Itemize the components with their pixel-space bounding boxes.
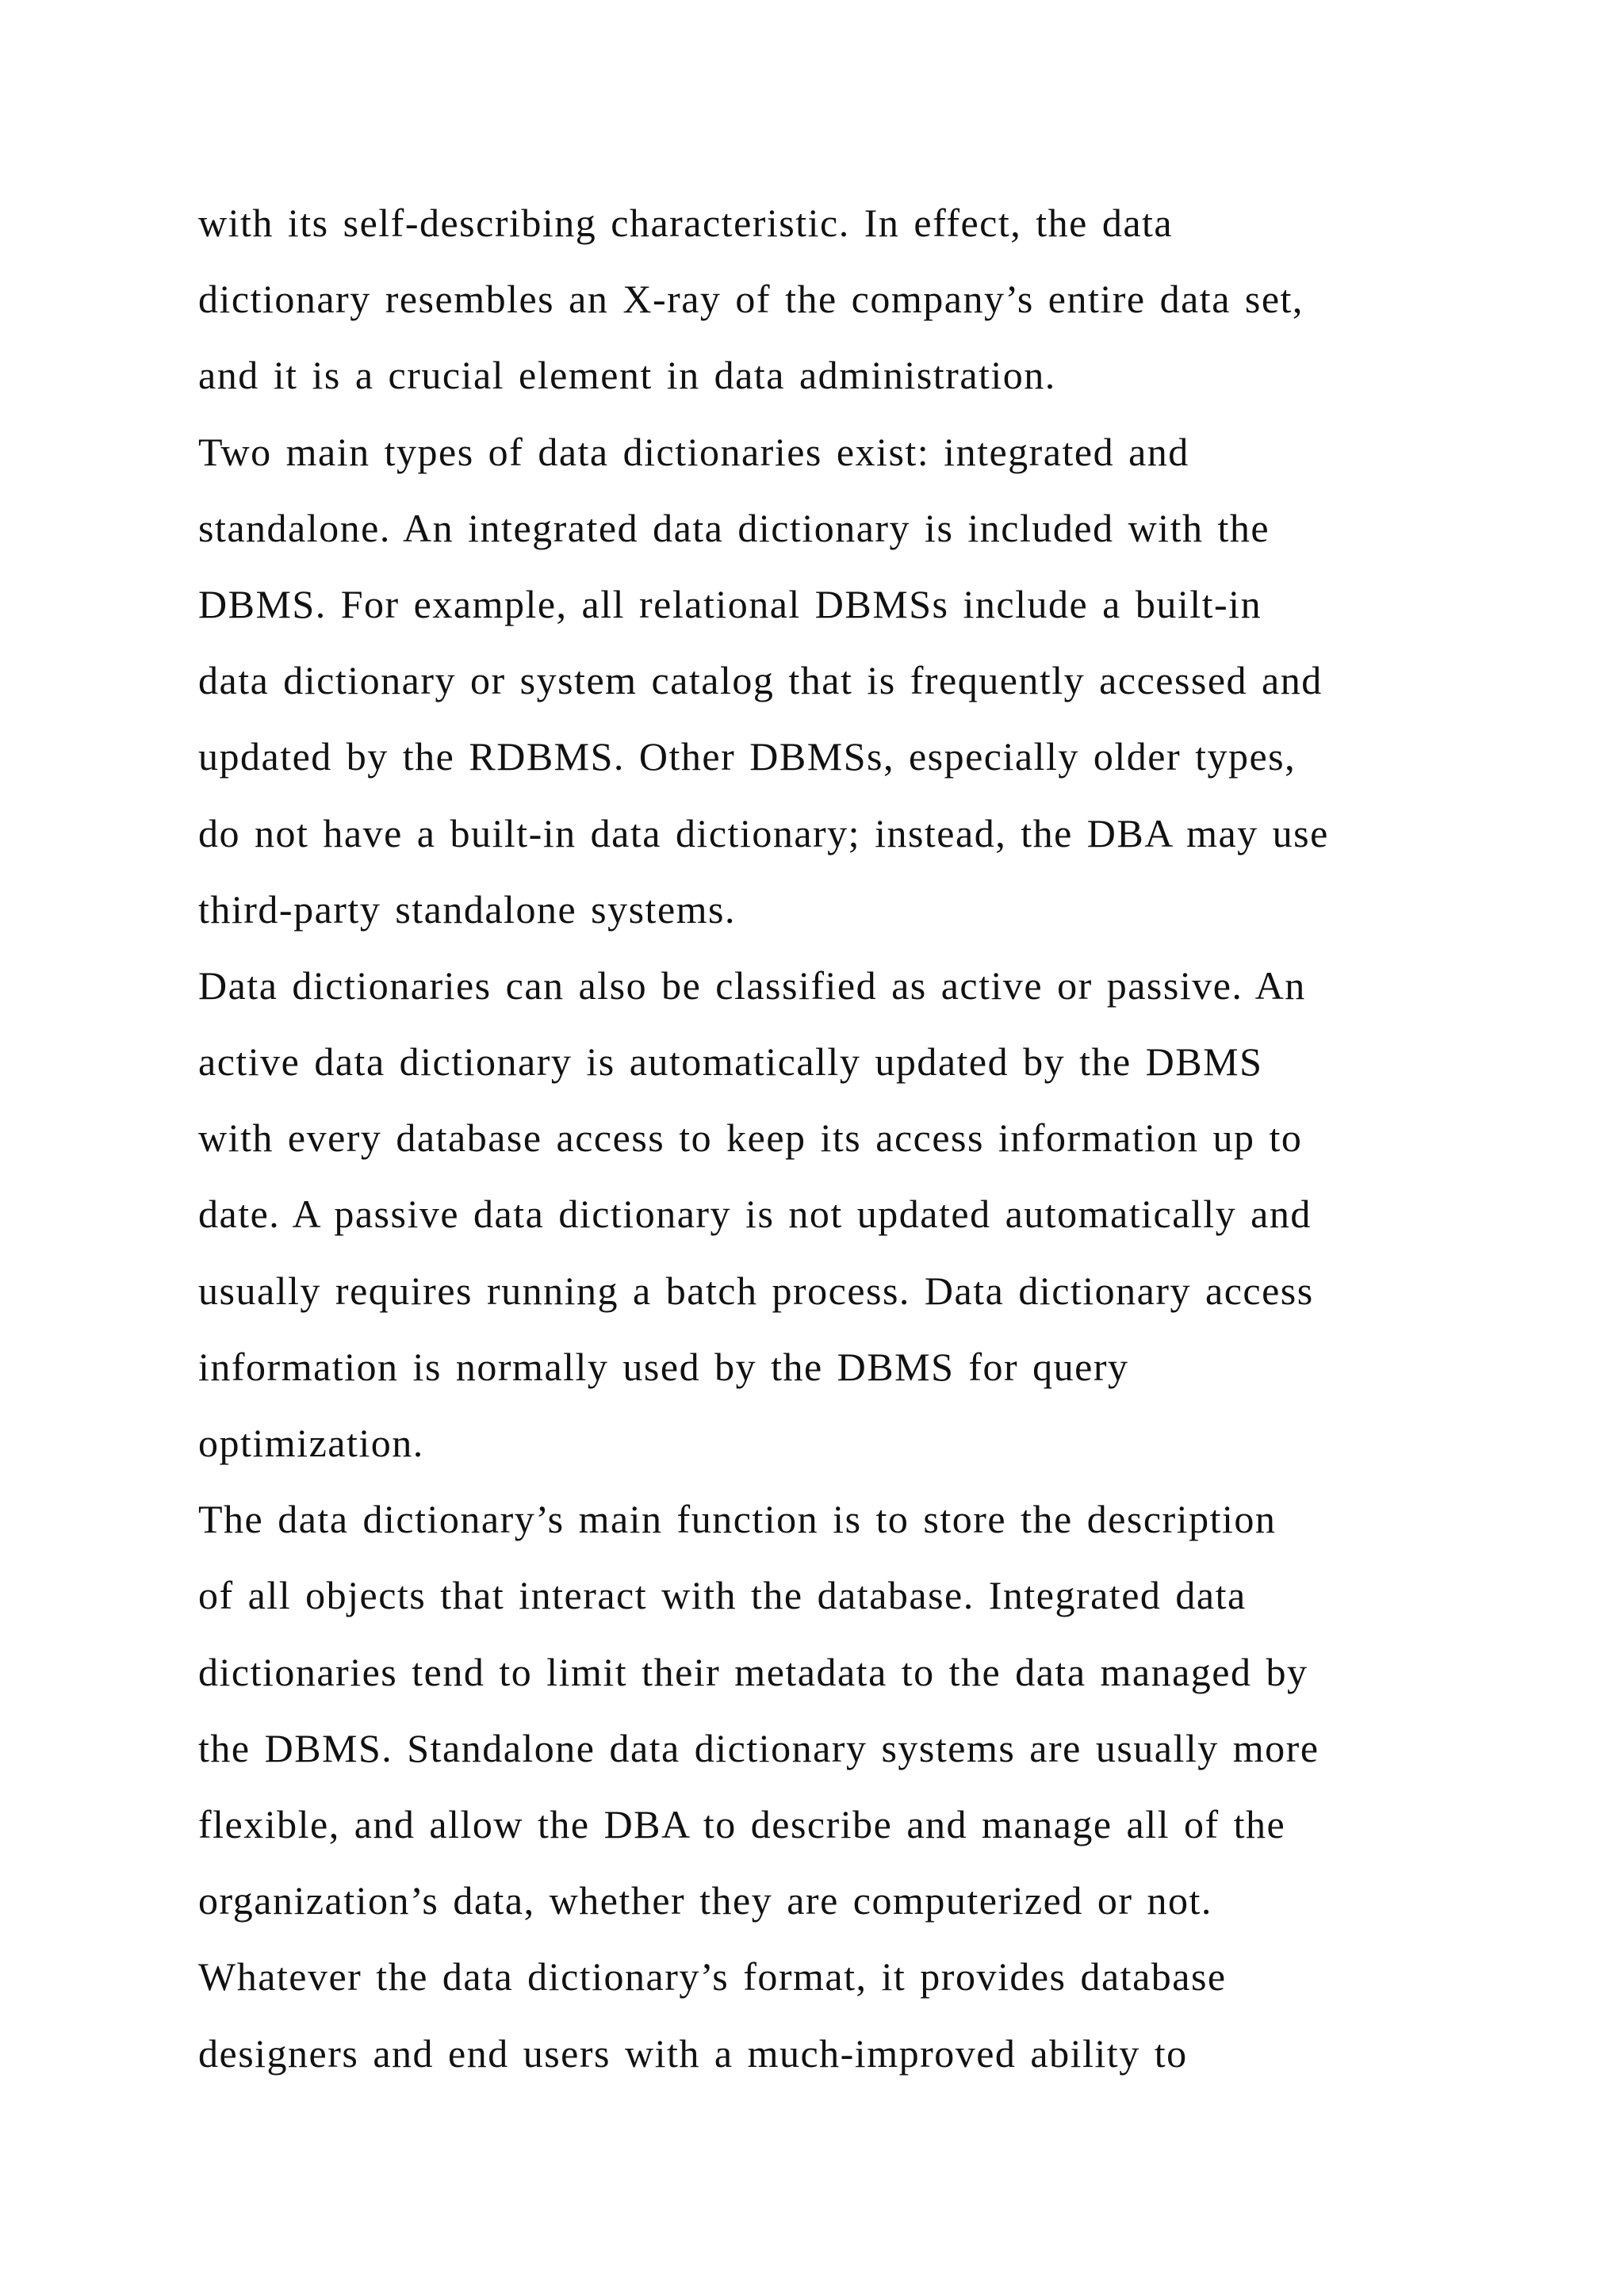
text-line: DBMS. For example, all relational DBMSs include a built-in [198,581,1262,626]
text-line: data dictionary or system catalog that is frequently accessed and [198,658,1323,703]
text-line: Data dictionaries can also be classified as active or passive. An [198,962,1306,1008]
text-line: Two main types of data dictionaries exist: integrated and [198,429,1189,474]
text-line: active data dictionary is automatically updated by the DBMS [198,1039,1263,1085]
text-line: flexible, and allow the DBA to describe and manage all of the [198,1801,1286,1846]
text-line: dictionaries tend to limit their metadata to the data managed by [198,1649,1308,1694]
text-line: The data dictionary’s main function is to store the description [198,1497,1277,1542]
text-line: designers and end users with a much-improved ability to [198,2030,1188,2076]
text-line: usually requires running a batch process. Data dictionary access [198,1268,1314,1313]
text-line: of all objects that interact with the database. Integrated data [198,1573,1247,1618]
text-line: standalone. An integrated data dictionary is included with the [198,505,1270,550]
text-line: Whatever the data dictionary’s format, it provides database [198,1954,1227,1999]
body-text [198,189,1499,2095]
text-line: and it is a crucial element in data administration. [198,353,1056,398]
text-line: the DBMS. Standalone data dictionary systems are usually more [198,1725,1320,1770]
text-line: with its self-describing characteristic. In effect, the data [198,201,1174,245]
text-line: optimization. [198,1421,424,1465]
text-line: information is normally used by the DBMS for query [198,1344,1129,1389]
text-line: organization’s data, whether they are computerized or not. [198,1878,1212,1923]
text-line: dictionary resembles an X-ray of the company’s entire data set, [198,277,1304,322]
text-line: do not have a built-in data dictionary; instead, the DBA may use [198,810,1329,855]
text-line: with every database access to keep its access information up to [198,1115,1303,1161]
text-line: third-party standalone systems. [198,886,736,932]
text-line: date. A passive data dictionary is not updated automatically and [198,1192,1312,1237]
text-line: updated by the RDBMS. Other DBMSs, especially older types, [198,734,1297,779]
